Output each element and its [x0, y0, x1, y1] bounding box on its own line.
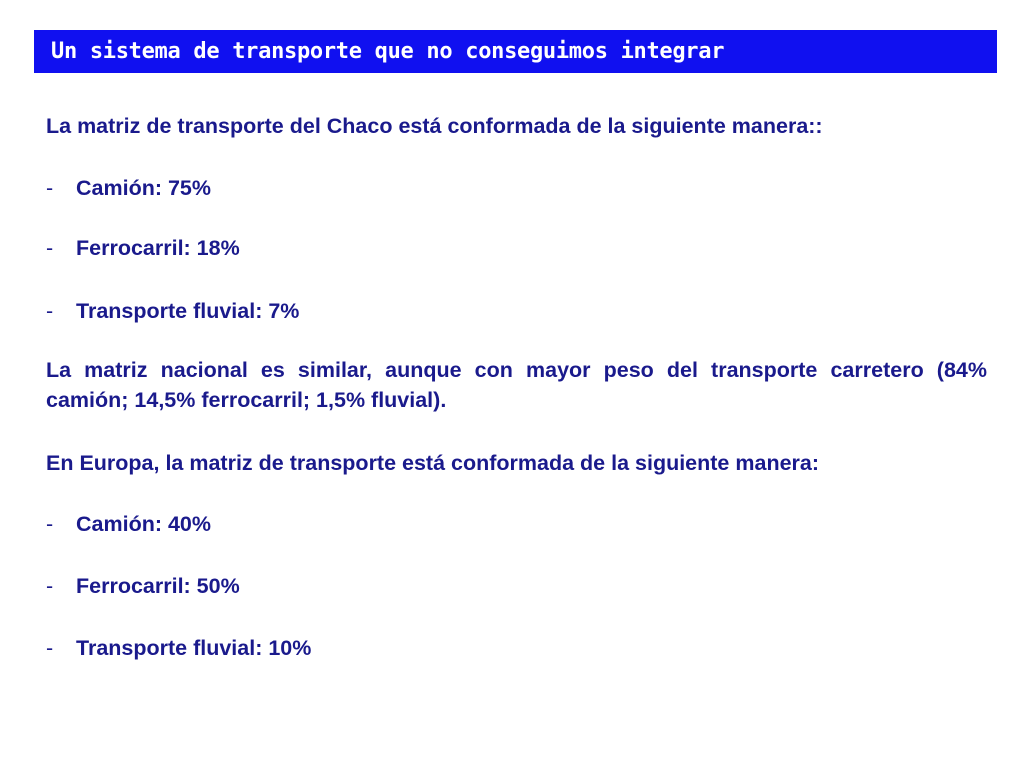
chaco-item-truck: Camión: 75%: [76, 176, 212, 200]
slide-title: Un sistema de transporte que no conseguimos integrar: [51, 39, 725, 64]
chaco-list-item: [46, 173, 211, 203]
europe-item-rail: Ferrocarril: 50%: [76, 574, 240, 598]
national-paragraph: La matriz nacional es similar, aunque con mayor peso del transporte carretero (84% camión; 14,5% ferrocarril; 1,5% fluvial).: [46, 358, 987, 412]
europe-item-river: Transporte fluvial: 10%: [76, 636, 312, 660]
europe-item-truck: Camión: 40%: [76, 512, 212, 536]
bullet-dash: -: [46, 574, 54, 598]
europe-intro: En Europa, la matriz de transporte está conformada de la siguiente manera:: [46, 451, 820, 475]
chaco-item-rail: Ferrocarril: 18%: [76, 236, 240, 260]
europe-list-item: [46, 509, 211, 539]
europe-list-item: [46, 571, 240, 601]
europe-list-item: [46, 633, 311, 663]
bullet-dash: -: [46, 512, 54, 536]
chaco-list-item: [46, 296, 299, 326]
chaco-item-river: Transporte fluvial: 7%: [76, 299, 300, 323]
bullet-dash: -: [46, 176, 54, 200]
title-bar: [34, 30, 997, 73]
chaco-list-item: [46, 233, 240, 263]
chaco-intro: La matriz de transporte del Chaco está conformada de la siguiente manera::: [46, 114, 823, 138]
bullet-dash: -: [46, 299, 54, 323]
bullet-dash: -: [46, 236, 54, 260]
bullet-dash: -: [46, 636, 54, 660]
